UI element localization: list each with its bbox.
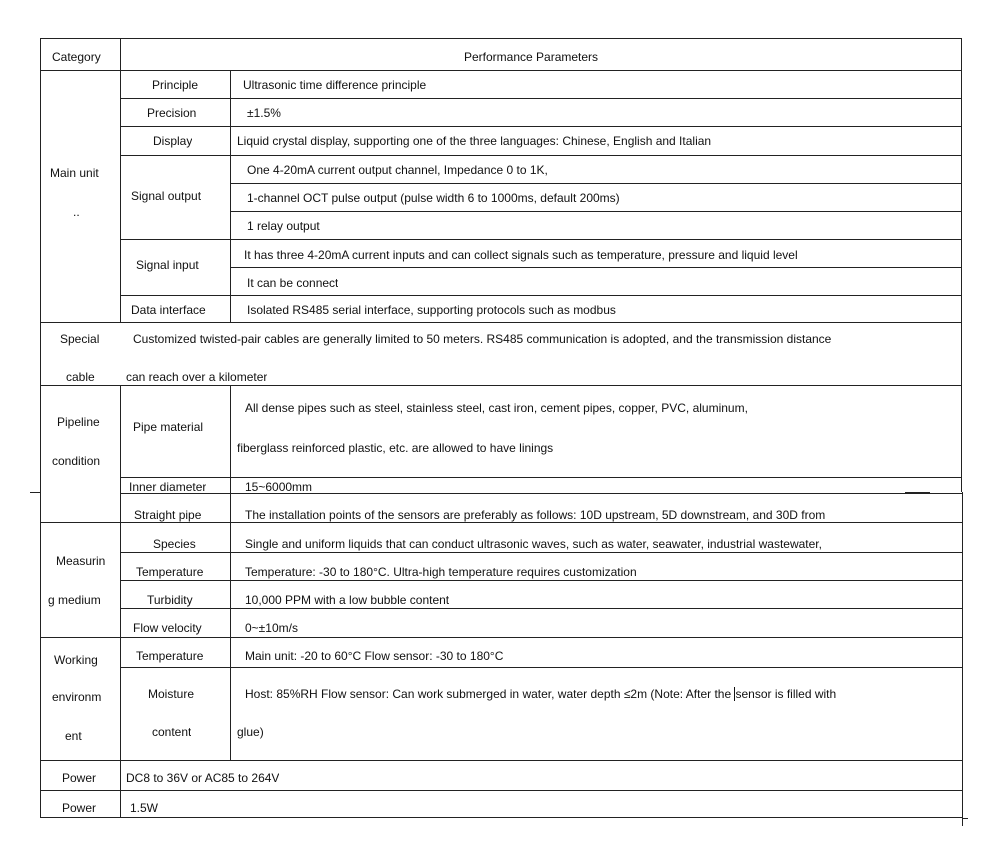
category-medium: Measurin	[56, 554, 106, 568]
category-pipeline-2: condition	[52, 454, 101, 468]
moisture-line-1[interactable]	[245, 687, 836, 701]
category-main-unit-mark: ..	[73, 205, 80, 219]
env-temperature-value: Main unit: -20 to 60°C Flow sensor: -30 to 180°C	[245, 649, 504, 663]
display-label: Display	[153, 134, 193, 148]
data-interface-value	[247, 303, 616, 317]
power-value-2: 1.5W	[130, 801, 159, 815]
header-parameters: Performance Parameters	[464, 50, 599, 64]
signal-input-value-1: It has three 4-20mA current inputs and can collect signals such as temperature, pressure and liquid level	[244, 248, 798, 262]
category-main-unit: Main unit	[50, 166, 99, 180]
principle-value: Ultrasonic time difference principle	[243, 78, 427, 92]
species-value: Single and uniform liquids that can conduct ultrasonic waves, such as water, seawater, industrial wastewater,	[245, 537, 822, 551]
principle-label: Principle	[152, 78, 199, 92]
signal-output-value-3: 1 relay output	[247, 219, 320, 233]
spellcheck-word: modbus	[573, 303, 616, 317]
power-value: DC8 to 36V or AC85 to 264V	[126, 771, 280, 785]
pipe-material-line-2: fiberglass reinforced plastic, etc. are allowed to have linings	[237, 441, 554, 455]
category-medium-2: g medium	[48, 593, 101, 607]
category-pipeline: Pipeline	[57, 415, 100, 429]
pipe-material-label: Pipe material	[133, 420, 204, 434]
precision-label: Precision	[147, 106, 197, 120]
medium-temperature-value: Temperature: -30 to 180°C. Ultra-high temperature requires customization	[245, 565, 637, 579]
power-label-2: Power	[62, 801, 97, 815]
moisture-label: Moisture	[148, 687, 195, 701]
flow-velocity-label: Flow velocity	[133, 621, 202, 635]
data-interface-label: Data interface	[131, 303, 206, 317]
power-label: Power	[62, 771, 97, 785]
straight-pipe-label: Straight pipe	[134, 508, 202, 522]
signal-output-value-1: One 4-20mA current output channel, Impedance 0 to 1K,	[247, 163, 548, 177]
precision-value: ±1.5%	[247, 106, 281, 120]
signal-input-label: Signal input	[136, 258, 199, 272]
env-temperature-label: Temperature	[136, 649, 204, 663]
inner-diameter-value: 15~6000mm	[245, 480, 313, 494]
medium-temperature-label: Temperature	[136, 565, 204, 579]
moisture-line-2: glue)	[237, 725, 264, 739]
turbidity-value: 10,000 PPM with a low bubble content	[245, 593, 450, 607]
category-environment-2: environm	[52, 690, 102, 704]
category-environment-3: ent	[65, 729, 82, 743]
signal-output-value-2: 1-channel OCT pulse output (pulse width 6 to 1000ms, default 200ms)	[247, 191, 620, 205]
category-special-cable-2: cable	[66, 370, 95, 384]
moisture-label-2: content	[152, 725, 192, 739]
moisture-text: Host: 85%RH Flow sensor: Can work submerged in water, water depth ≤2m (Note: After the	[245, 687, 735, 701]
species-label: Species	[153, 537, 196, 551]
special-cable-line-1: Customized twisted-pair cables are generally limited to 50 meters. RS485 communication is adopted, and the transmission distance	[133, 332, 832, 346]
straight-pipe-value: The installation points of the sensors are preferably as follows: 10D upstream, 5D downstream, and 30D from	[245, 508, 826, 522]
category-environment: Working	[54, 653, 98, 667]
signal-input-value-2: It can be connect	[247, 276, 339, 290]
turbidity-label: Turbidity	[147, 593, 193, 607]
category-special-cable: Special	[60, 332, 100, 346]
flow-velocity-value: 0~±10m/s	[245, 621, 298, 635]
display-value: Liquid crystal display, supporting one of the three languages: Chinese, English and Italian	[237, 134, 712, 148]
pipe-material-line-1: All dense pipes such as steel, stainless steel, cast iron, cement pipes, copper, PVC, aluminum,	[245, 401, 748, 415]
data-interface-text: Isolated RS485 serial interface, supporting protocols such as	[247, 303, 574, 317]
inner-diameter-label: Inner diameter	[129, 480, 207, 494]
signal-output-label: Signal output	[131, 189, 202, 203]
text-cursor: sensor is filled with	[735, 687, 837, 701]
header-category: Category	[52, 50, 101, 64]
special-cable-line-2: can reach over a kilometer	[126, 370, 268, 384]
